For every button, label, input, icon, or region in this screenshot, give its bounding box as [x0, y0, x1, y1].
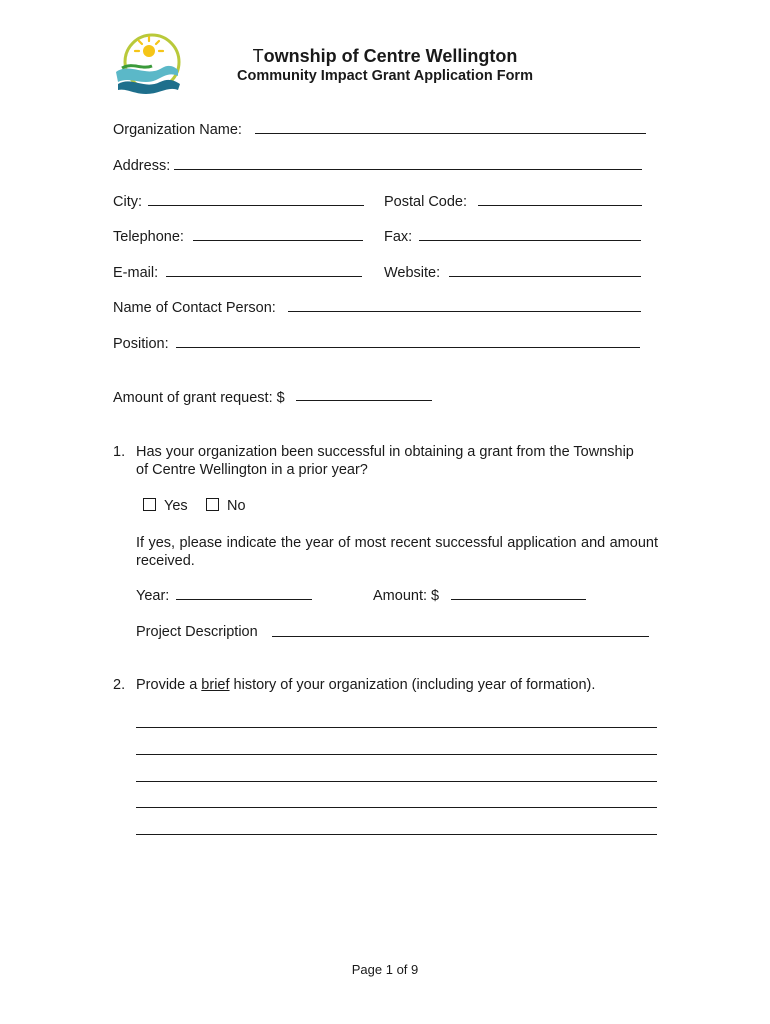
history-line-1[interactable]: [136, 727, 657, 728]
history-line-5[interactable]: [136, 834, 657, 835]
title-first-letter: T: [252, 46, 264, 66]
form-title: [0, 46, 770, 67]
fax-label: Fax:: [384, 229, 413, 245]
amount-label: Amount: $: [373, 588, 440, 604]
question-2-emphasis: brief: [201, 677, 230, 693]
organization-name-field[interactable]: [255, 133, 646, 134]
project-description-label: Project Description: [136, 624, 258, 640]
telephone-label: Telephone:: [113, 229, 184, 245]
postal-code-field[interactable]: [478, 205, 642, 206]
postal-code-label: Postal Code:: [384, 194, 468, 210]
telephone-field[interactable]: [193, 240, 363, 241]
question-2-number: 2.: [113, 677, 126, 693]
history-line-2[interactable]: [136, 754, 657, 755]
website-label: Website:: [384, 265, 441, 281]
email-field[interactable]: [166, 276, 362, 277]
question-2-suffix: history of your organization (including year of formation).: [229, 677, 596, 693]
position-label: Position:: [113, 336, 169, 352]
history-line-4[interactable]: [136, 807, 657, 808]
page-number: Page 1 of 9: [351, 962, 419, 977]
fax-field[interactable]: [419, 240, 641, 241]
no-label: No: [227, 498, 246, 514]
title-rest: ownship of Centre Wellington: [263, 46, 518, 66]
yes-label: Yes: [164, 498, 188, 514]
address-field[interactable]: [174, 169, 642, 170]
grant-amount-field[interactable]: [296, 400, 432, 401]
no-checkbox[interactable]: [206, 498, 219, 511]
year-label: Year:: [136, 588, 170, 604]
position-field[interactable]: [176, 347, 640, 348]
question-1-number: 1.: [113, 444, 126, 460]
website-field[interactable]: [449, 276, 641, 277]
contact-person-label: Name of Contact Person:: [113, 300, 276, 316]
question-2-prefix: Provide a: [136, 677, 202, 693]
yes-option[interactable]: [143, 497, 188, 515]
history-line-3[interactable]: [136, 781, 657, 782]
amount-field[interactable]: [451, 599, 586, 600]
organization-name-label: Organization Name:: [113, 122, 242, 138]
contact-person-field[interactable]: [288, 311, 641, 312]
city-field[interactable]: [148, 205, 364, 206]
question-1-line-1: Has your organization been successful in obtaining a grant from the Township: [136, 444, 634, 460]
email-label: E-mail:: [113, 265, 159, 281]
yes-checkbox[interactable]: [143, 498, 156, 511]
grant-amount-label: Amount of grant request: $: [113, 390, 285, 406]
question-1-line-2: of Centre Wellington in a prior year?: [136, 462, 368, 478]
address-label: Address:: [113, 158, 171, 174]
project-description-field[interactable]: [272, 636, 649, 637]
year-field[interactable]: [176, 599, 312, 600]
question-2-text: [136, 676, 595, 694]
no-option[interactable]: [206, 497, 246, 515]
city-label: City:: [113, 194, 142, 210]
question-1-followup: If yes, please indicate the year of most recent successful application and amount received.: [136, 535, 658, 569]
form-subtitle: Community Impact Grant Application Form: [237, 68, 533, 84]
